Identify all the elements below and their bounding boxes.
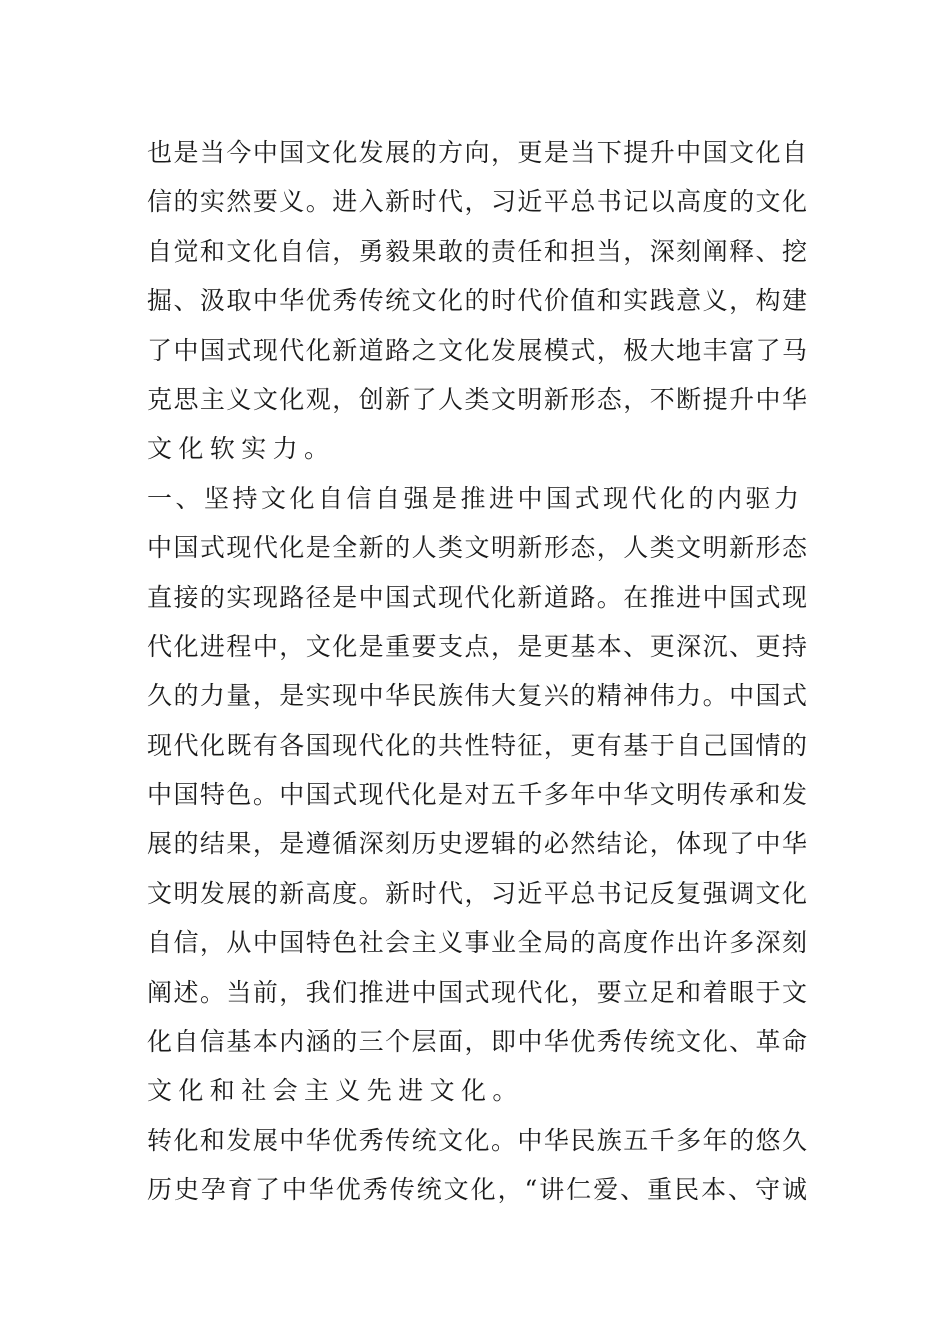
text-line: 现代化既有各国现代化的共性特征，更有基于自己国情的 [147, 730, 807, 760]
text-line: 转化和发展中华优秀传统文化。中华民族五千多年的悠久 [147, 1125, 807, 1155]
text-line: 久的力量，是实现中华民族伟大复兴的精神伟力。中国式 [147, 681, 807, 711]
text-line: 克思主义文化观，创新了人类文明新形态，不断提升中华 [147, 384, 807, 414]
text-line: 文明发展的新高度。新时代，习近平总书记反复强调文化 [147, 878, 807, 908]
text-line: 了中国式现代化新道路之文化发展模式，极大地丰富了马 [147, 335, 807, 365]
text-line: 信的实然要义。进入新时代，习近平总书记以高度的文化 [147, 187, 807, 217]
text-line: 中国式现代化是全新的人类文明新形态，人类文明新形态 [147, 533, 807, 563]
text-line: 文化和社会主义先进文化。 [147, 1076, 524, 1106]
text-line: 中国特色。中国式现代化是对五千多年中华文明传承和发 [147, 780, 807, 810]
text-line: 历史孕育了中华优秀传统文化，“讲仁爱、重民本、守诚 [147, 1175, 807, 1205]
text-line: 自觉和文化自信，勇毅果敢的责任和担当，深刻阐释、挖 [147, 236, 807, 266]
text-line: 展的结果，是遵循深刻历史逻辑的必然结论，体现了中华 [147, 829, 807, 859]
text-line: 阐述。当前，我们推进中国式现代化，要立足和着眼于文 [147, 977, 807, 1007]
section-heading: 一、坚持文化自信自强是推进中国式现代化的内驱力 [147, 483, 803, 513]
text-line: 直接的实现路径是中国式现代化新道路。在推进中国式现 [147, 582, 807, 612]
text-line: 化自信基本内涵的三个层面，即中华优秀传统文化、革命 [147, 1027, 807, 1057]
text-line: 也是当今中国文化发展的方向，更是当下提升中国文化自 [147, 138, 807, 167]
text-line: 文化软实力。 [147, 434, 336, 464]
document-body [147, 128, 807, 1215]
text-line: 自信，从中国特色社会主义事业全局的高度作出许多深刻 [147, 928, 807, 958]
text-line: 代化进程中，文化是重要支点，是更基本、更深沉、更持 [147, 631, 807, 661]
text-line: 掘、汲取中华优秀传统文化的时代价值和实践意义，构建 [147, 286, 807, 316]
